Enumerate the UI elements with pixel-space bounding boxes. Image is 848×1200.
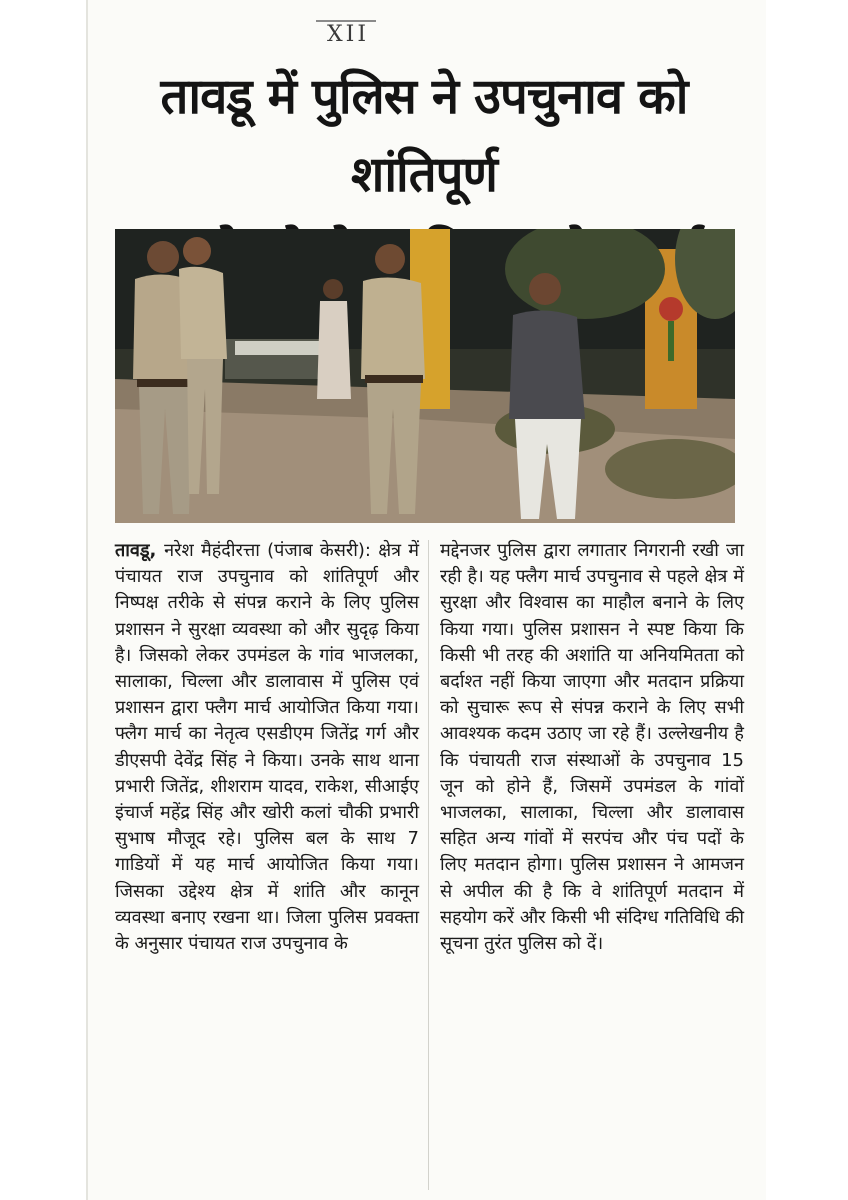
flag-march-photo	[115, 229, 735, 523]
clipping-edge	[86, 0, 88, 1200]
column-divider	[428, 540, 429, 1190]
article-dateline: तावडू,	[115, 540, 165, 561]
article-column-left	[115, 538, 419, 957]
headline-line-1: तावडू में पुलिस ने उपचुनाव को शांतिपूर्ण	[160, 68, 688, 203]
article-body-left: नरेश मैहंदीरत्ता (पंजाब केसरी): क्षेत्र में पंचायत राज उपचुनाव को शांतिपूर्ण और निष्पक्ष तरीके से संपन्न कराने के लिए पुलिस प्रशासन ने सुरक्षा व्यवस्था को और सुदृढ़ किया है। जिसको लेकर उपमंडल के गांव भाजलका, सालाका, चिल्ला और डालावास में पुलिस एवं प्रशासन द्वारा फ्लैग मार्च आयोजित किया गया। फ्लैग मार्च का नेतृत्व एसडीएम जितेंद्र गर्ग और डीएसपी देवेंद्र सिंह ने किया। उनके साथ थाना प्रभारी जितेंद्र, शीशराम यादव, राकेश, सीआईए इंचार्ज महेंद्र सिंह और खोरी कलां चौकी प्रभारी सुभाष मौजूद रहे। पुलिस बल के साथ 7 गाडियों में यह मार्च आयोजित किया गया। जिसका उद्देश्य क्षेत्र में शांति और कानून व्यवस्था बनाए रखना था। जिला पुलिस प्रवक्ता के अनुसार पंचायत राज उपचुनाव के	[115, 540, 419, 955]
page-mark: XII	[326, 22, 370, 47]
article-column-right	[440, 538, 744, 957]
news-photo	[115, 229, 735, 523]
article-body-right: मद्देनजर पुलिस द्वारा लगातार निगरानी रखी जा रही है। यह फ्लैग मार्च उपचुनाव से पहले क्षेत्र में सुरक्षा और विश्वास का माहौल बनाने के लिए किया गया। पुलिस प्रशासन ने स्पष्ट किया कि किसी भी तरह की अशांति या अनियमितता को बर्दाश्त नहीं किया जाएगा और मतदान प्रक्रिया को सुचारू रूप से संपन्न कराने के लिए सभी आवश्यक कदम उठाए जा रहे हैं। उल्लेखनीय है कि पंचायती राज संस्थाओं के उपचुनाव 15 जून को होने हैं, जिसमें उपमंडल के गांवों भाजलका, सालाका, चिल्ला और डालावास सहित अन्य गांवों में सरपंच और पंच पदों के लिए मतदान होगा। पुलिस प्रशासन ने आमजन से अपील की है कि वे शांतिपूर्ण मतदान में सहयोग करें और किसी भी संदिग्ध गतिविधि की सूचना तुरंत पुलिस को दें।	[440, 540, 744, 955]
